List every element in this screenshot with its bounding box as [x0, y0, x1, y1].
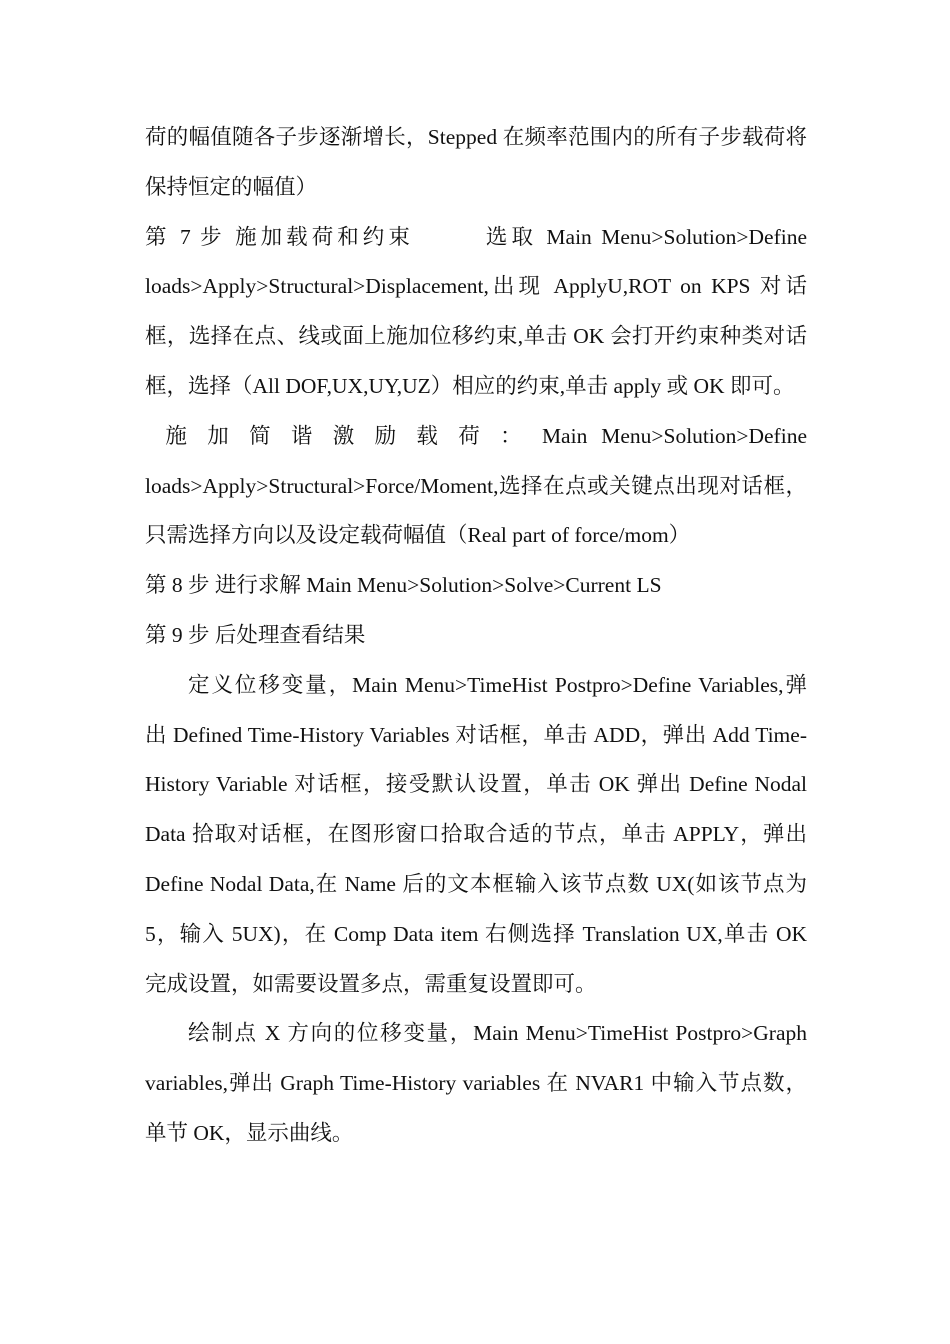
paragraph-step-8: 第 8 步 进行求解 Main Menu>Solution>Solve>Current LS — [145, 573, 662, 598]
harmonic-excitation-label: 施加简谐激励载荷： — [165, 423, 542, 448]
paragraph-harmonic-load-note: 荷的幅值随各子步逐渐增长，Stepped 在频率范围内的所有子步载荷将保持恒定的幅值） — [145, 125, 807, 199]
step-7-heading: 第 7 步 施加载荷和约束 — [145, 224, 414, 249]
paragraph-step-7 — [145, 213, 807, 412]
step-7-body: 选取 Main Menu>Solution>Define loads>Apply>Structural>Displacement,出现 ApplyU,ROT on KPS 对话框，选择在点、线或面上施加位移约束,单击 OK 会打开约束种类对话框，选择（All DOF,UX,UY,UZ）相应的约束,单击 apply 或 OK 即可。 — [145, 224, 807, 398]
paragraph-step-9: 第 9 步 后处理查看结果 — [145, 622, 366, 647]
document-body — [145, 113, 807, 1159]
paragraph-graph-variables: 绘制点 X 方向的位移变量，Main Menu>TimeHist Postpro>Graph variables,弹出 Graph Time-History variables 在 NVAR1 中输入节点数，单节 OK，显示曲线。 — [145, 1021, 807, 1145]
paragraph-harmonic-excitation — [145, 412, 807, 561]
harmonic-excitation-body: Main Menu>Solution>Define loads>Apply>Structural>Force/Moment,选择在点或关键点出现对话框，只需选择方向以及设定载荷幅值（Real part of force/mom） — [145, 423, 807, 548]
paragraph-define-variables: 定义位移变量，Main Menu>TimeHist Postpro>Define Variables,弹出 Defined Time-History Variables 对话框，单击 ADD，弹出 Add Time-History Variable 对话框，接受默认设置，单击 OK 弹出 Define Nodal Data 拾取对话框，在图形窗口拾取合适的节点，单击 APPLY，弹出 Define Nodal Data,在 Name 后的文本框输入该节点数 UX(如该节点为 5，输入 5UX)，在 Comp Data item 右侧选择 Translation UX,单击 OK 完成设置，如需要设置多点，需重复设置即可。 — [145, 672, 807, 996]
